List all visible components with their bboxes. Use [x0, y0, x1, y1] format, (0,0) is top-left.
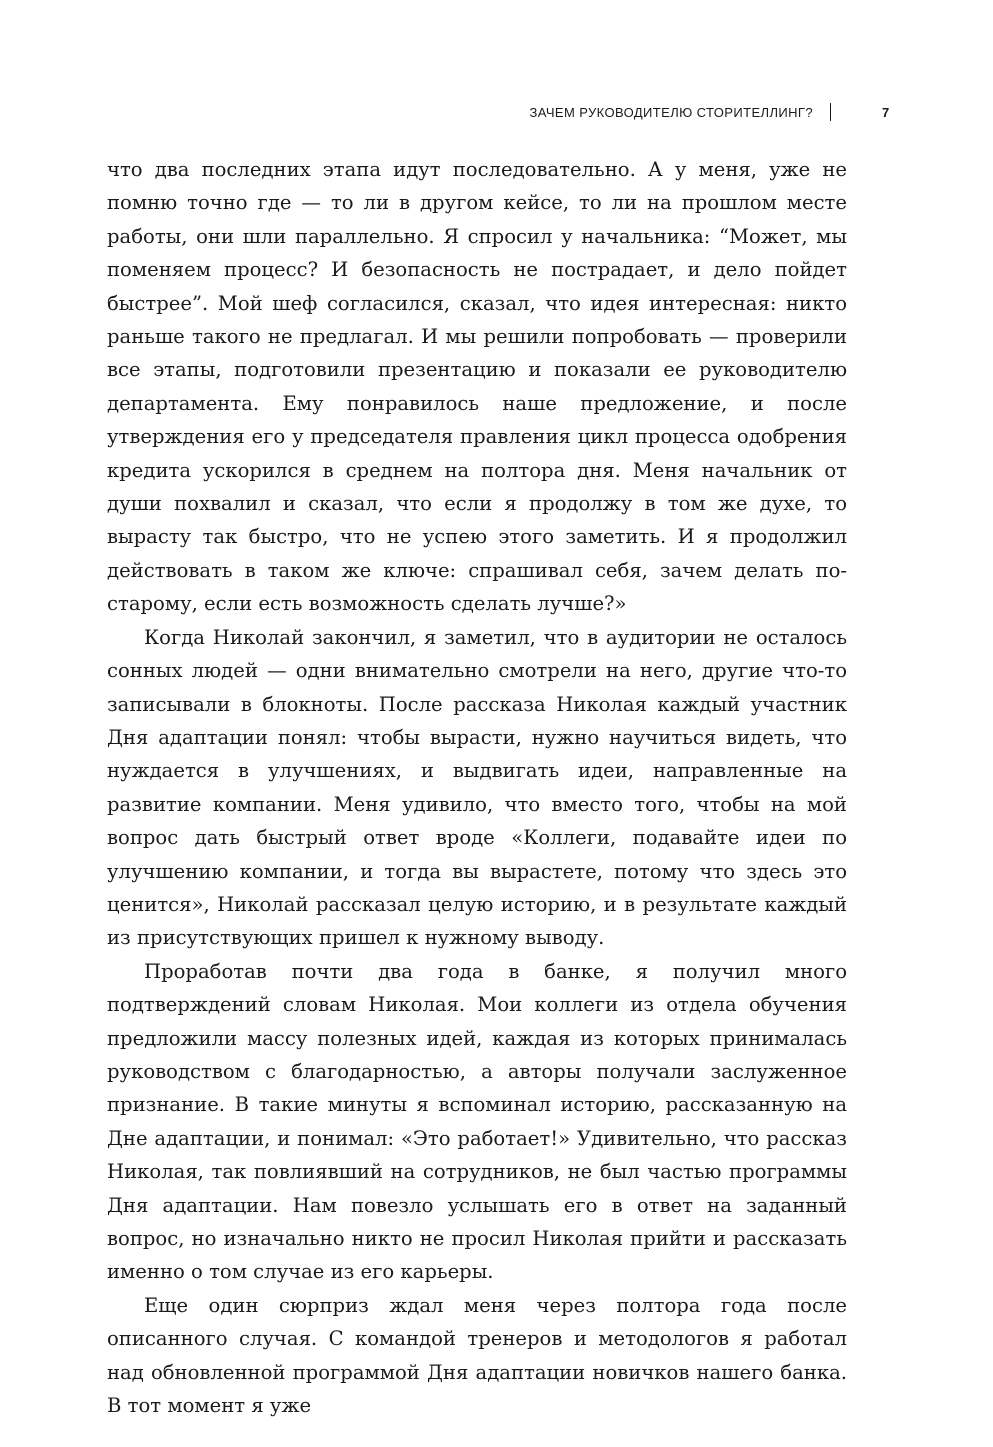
running-head-title: ЗАЧЕМ РУКОВОДИТЕЛЮ СТОРИТЕЛЛИНГ? [529, 105, 813, 120]
paragraph-last: Еще один сюрприз ждал меня через полтора года после описанного случая. С командой тренеров и методологов я работал над обновленной программой Дня адаптации новичков нашего банка. В тот момент я уже [107, 1293, 847, 1418]
page-number: 7 [882, 105, 890, 120]
body-text [107, 153, 847, 1422]
paragraph: Проработав почти два года в банке, я получил много подтверждений словам Николая. Мои коллеги из отдела обучения предложили массу полезных идей, каждая из которых принималась руководством с благодарностью, а авторы получали заслуженное признание. В такие минуты я вспоминал историю, рассказанную на Дне адаптации, и понимал: «Это работает!» Удивительно, что рассказ Николая, так повлиявший на сотрудников, не был частью программы Дня адаптации. Нам повезло услышать его в ответ на заданный вопрос, но изначально никто не просил Николая прийти и рассказать именно о том случае из его карьеры. [107, 959, 847, 1284]
running-head-separator [830, 103, 831, 121]
running-head [0, 103, 993, 123]
paragraph: Когда Николай закончил, я заметил, что в аудитории не осталось сонных людей — одни внимательно смотрели на него, другие что-то записывали в блокноты. После рассказа Николая каждый участник Дня адаптации понял: чтобы вырасти, нужно научиться видеть, что нуждается в улучшениях, и выдвигать идеи, направленные на развитие компании. Меня удивило, что вместо того, чтобы на мой вопрос дать быстрый ответ вроде «Коллеги, подавайте идеи по улучшению компании, и тогда вы вырастете, потому что здесь это ценится», Николай рассказал целую историю, и в результате каждый из присутствующих пришел к нужному выводу. [107, 625, 847, 950]
paragraph-continued: что два последних этапа идут последовательно. А у меня, уже не помню точно где — то ли в другом кейсе, то ли на прошлом месте работы, они шли параллельно. Я спросил у начальника: “Может, мы поменяем процесс? И безопасность не пострадает, и дело пойдет быстрее”. Мой шеф согласился, сказал, что идея интересная: никто раньше такого не предлагал. И мы решили попробовать — проверили все этапы, подготовили презентацию и показали ее руководителю департамента. Ему понравилось наше предложение, и после утверждения его у председателя правления цикл процесса одобрения кредита ускорился в среднем на полтора дня. Меня начальник от души похвалил и сказал, что если я продолжу в том же духе, то вырасту так быстро, что не успею этого заметить. И я продолжил действовать в таком же ключе: спрашивал себя, зачем делать по-старому, если есть возможность сделать лучше?» [107, 158, 847, 616]
